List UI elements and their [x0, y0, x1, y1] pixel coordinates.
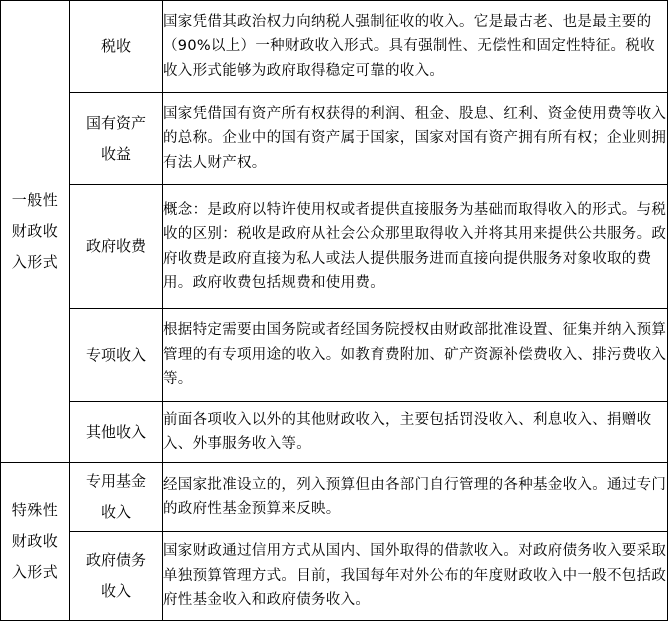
table-row [1, 463, 668, 532]
category-cell [1, 1, 70, 463]
description-text: 国家凭借其政治权力向纳税人强制征收的收入。它是最古老、也是最主要的（90%以上）一种财政收入形式。具有强制性、无偿性和固定性特征。税收收入形式能够为政府取得稳定可靠的收入。 [163, 13, 655, 79]
type-cell [70, 463, 163, 532]
description-text: 经国家批准设立的，列入预算但由各部门自行管理的各种基金收入。通过专门的政府性基金预算来反映。 [163, 476, 667, 517]
description-text: 前面各项收入以外的其他财政收入，主要包括罚没收入、利息收入、捐赠收入、外事服务收入等。 [163, 411, 652, 452]
category-cell [1, 463, 70, 621]
type-label: 政府债务收入 [85, 551, 146, 600]
description-text: 根据特定需要由国务院或者经国务院授权由财政部批准设置、征集并纳入预算管理的有专项用途的收入。如教育费附加、矿产资源补偿费收入、排污费收入等。 [163, 322, 667, 388]
type-cell [70, 93, 163, 185]
description-text: 概念：是政府以特许使用权或者提供直接服务为基础而取得收入的形式。与税收的区别：税收是政府从社会公众那里取得收入并将其用来提供公共服务。政府收费是政府直接为私人或法人提供服务进而直接向提供服务对象收取的费用。政府收费包括规费和使用费。 [163, 201, 667, 291]
category-special: 特殊性财政收入形式 [11, 501, 59, 581]
description-cell [163, 185, 668, 309]
description-cell [163, 532, 668, 621]
type-cell [70, 402, 163, 463]
description-text: 国家凭借国有资产所有权获得的利润、租金、股息、红利、资金使用费等收入的总称。企业中的国有资产属于国家，国家对国有资产拥有所有权；企业则拥有法人财产权。 [163, 105, 667, 171]
type-label: 政府收费 [85, 237, 146, 255]
type-cell [70, 185, 163, 309]
category-general: 一般性财政收入形式 [11, 191, 59, 271]
table-row [1, 532, 668, 621]
table-row [1, 1, 668, 93]
type-cell [70, 309, 163, 402]
type-cell [70, 532, 163, 621]
type-label: 专用基金收入 [85, 472, 146, 521]
description-cell [163, 93, 668, 185]
table-row [1, 309, 668, 402]
table-row [1, 185, 668, 309]
description-text: 国家财政通过信用方式从国内、国外取得的借款收入。对政府债务收入要采取单独预算管理方式。目前，我国每年对外公布的年度财政收入中一般不包括政府性基金收入和政府债务收入。 [163, 543, 667, 609]
table-row [1, 93, 668, 185]
type-label: 其他收入 [85, 422, 146, 441]
table-row [1, 402, 668, 463]
description-cell [163, 463, 668, 532]
type-label: 税收 [100, 37, 131, 55]
description-cell [163, 1, 668, 93]
description-cell [163, 309, 668, 402]
type-label: 国有资产收益 [85, 113, 146, 163]
description-cell [163, 402, 668, 463]
type-label: 专项收入 [85, 345, 146, 364]
type-cell [70, 1, 163, 93]
